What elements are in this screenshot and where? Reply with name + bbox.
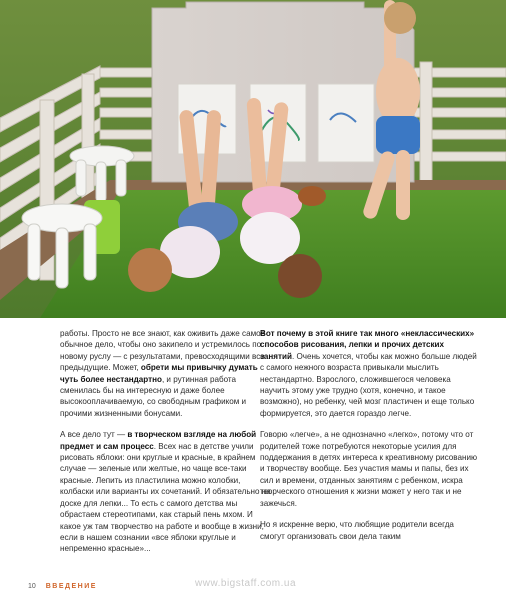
section-title: ВВЕДЕНИЕ [45,583,97,590]
paragraph-right-3: Но я искренне верю, что любящие родители всегда смогут организовать свои дела таким [260,520,454,541]
paragraph-left-2 [60,429,274,554]
paint-basket [298,186,326,206]
paragraph-right-2: Говорю «легче», а не однозначно «легко», потому что от родителей тоже потребуются некоторые усилия для поддержания в детях интереса к креативному рисованию и творчеству вообще. Без участия мамы и папы, без их сил и времени, отданных занятиям с ребенком, искра творческого отношения к жизни может у него так и не зажечься. [260,430,478,508]
text-column-left [60,328,274,565]
page-footer [28,582,97,592]
paragraph-left-2-text-a: А все дело тут — [60,430,128,440]
paragraph-left-2-bold: в творческом взгляде на любой предмет и сам процесс [60,430,257,451]
page-number: 10 [28,583,36,590]
watermark: www.bigstaff.com.ua [195,578,297,589]
paragraph-left-1-text-c: , и рутинная работа сменилась бы на интересную и даже более высокооплачиваемую, со свободным графиком и прочими жизненными бонусами. [60,374,247,418]
paragraph-left-1-text-a: работы. Просто не все знают, как оживить даже самое обычное дело, чтобы оно закипело и устремилось по новому руслу — с результатами, превосходящими все предыдущие. Может, [60,329,266,373]
white-stool-back [70,146,134,202]
paragraph-left-2-text-c: . Всех нас в детстве учили рисовать яблоки: они круглые и красные, в крайнем случае — зеленые или желтые, но чаще все-таки красные. Лепить из пластилина можно колобки, колбаски или варианты их сочетаний. И обязательно на доске для лепки... То есть с самого детства мы обрастаем стереотипами, как старый пень мхом. И какое уж там творчество на работе и вообще в жизни, если в нашем сознании «все яблоки круглые и непременно красные»... [60,441,271,554]
paragraph-right-1-bold: Вот почему в этой книге так много «неклассических» способов рисования, лепки и прочих детских занятий [260,329,475,361]
paragraph-right-1 [260,328,480,419]
paragraph-left-1-bold: обрети мы привычку думать чуть более нестандартно [60,363,258,384]
paragraph-right-1-text: . Очень хочется, чтобы как можно больше людей с самого нежного возраста привыкали мыслить нестандартно. Взрослого, сложившегося человека научить этому уже трудно (хотя, конечно, и такое возможно), но ребенку, чей мозг пластичен и еще только формируется, это дается гораздо легче. [260,351,477,418]
white-stool-front [22,204,102,288]
text-column-right [260,328,480,552]
paragraph-left-1 [60,328,274,419]
